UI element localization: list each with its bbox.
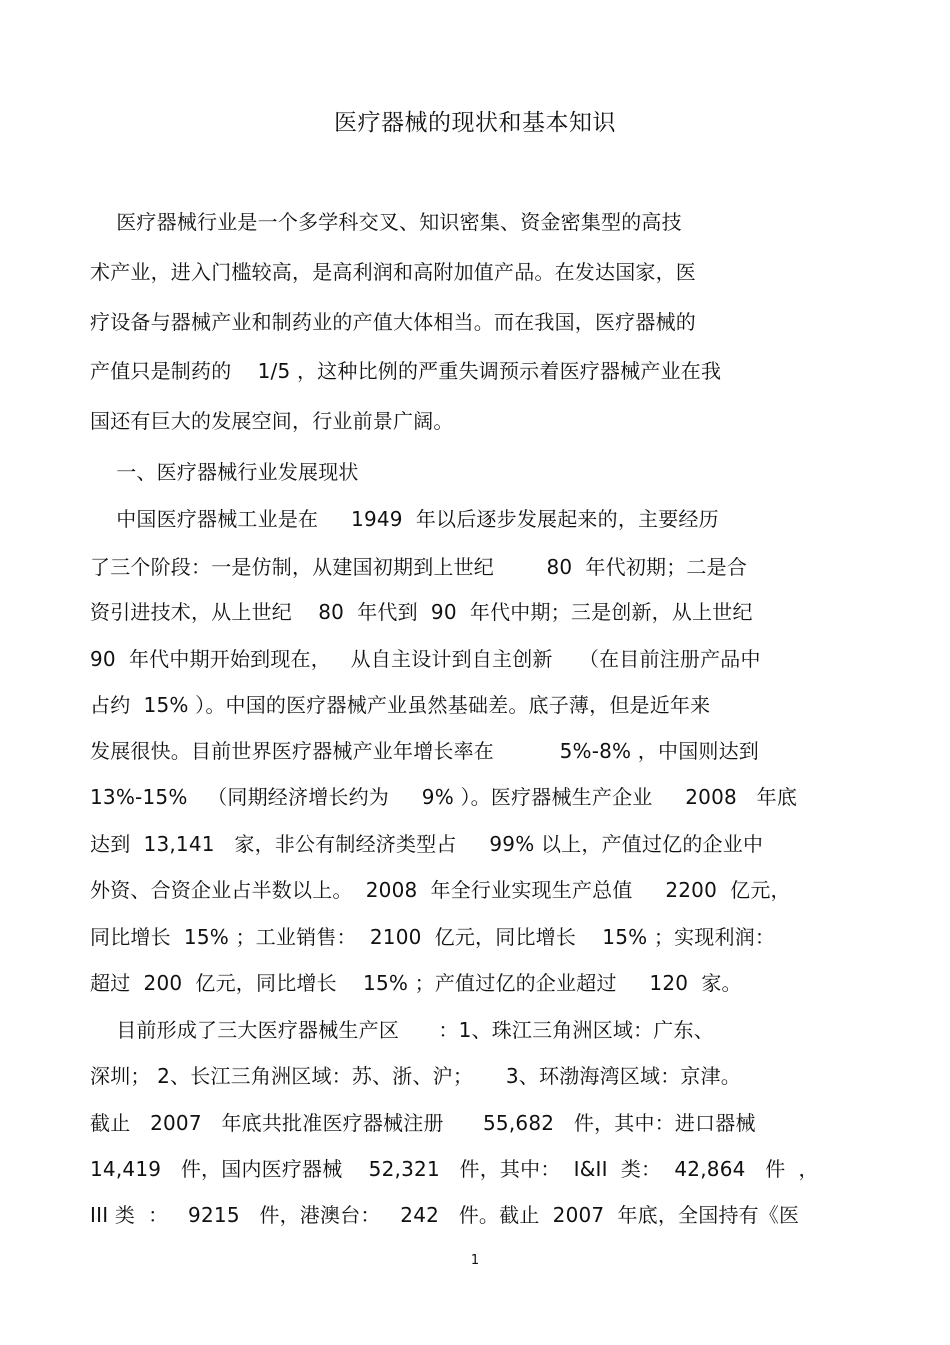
text-line: 14,419 件，国内医疗器械 52,321 件，其中： I&II 类： 42,864 件 ， (90, 1157, 819, 1181)
text-line: 截止 2007 年底共批准医疗器械注册 55,682 件，其中：进口器械 (90, 1111, 756, 1135)
text-line: 深圳； 2、长江三角洲区域：苏、浙、沪； 3、环渤海湾区域：京津。 (90, 1064, 741, 1088)
text-line: 达到 13,141 家，非公有制经济类型占 99% 以上，产值过亿的企业中 (90, 832, 764, 856)
text-line: 超过 200 亿元，同比增长 15% ；产值过亿的企业超过 120 家。 (90, 971, 742, 995)
text-line: 目前形成了三大医疗器械生产区 ：1、珠江三角洲区域：广东、 (90, 1018, 714, 1042)
text-line: 外资、合资企业占半数以上。 2008 年全行业实现生产总值 2200 亿元， (90, 878, 791, 902)
text-line: 术产业，进入门槛较高，是高利润和高附加值产品。在发达国家，医 (90, 260, 696, 284)
text-line: 疗设备与器械产业和制药业的产值大体相当。而在我国，医疗器械的 (90, 310, 696, 334)
text-line: 发展很快。目前世界医疗器械产业年增长率在 5%-8% ，中国则达到 (90, 739, 760, 763)
text-line: III 类 ： 9215 件，港澳台： 242 件。截止 2007 年底，全国持有《医 (90, 1203, 800, 1227)
text-line: 90 年代中期开始到现在， 从自主设计到自主创新 （在目前注册产品中 (90, 647, 761, 671)
page-number: 1 (470, 1253, 480, 1268)
document-title: 医疗器械的现状和基本知识 (334, 110, 616, 136)
text-line: 了三个阶段：一是仿制，从建国初期到上世纪 80 年代初期；二是合 (90, 555, 748, 579)
text-line: 占约 15% ）。中国的医疗器械产业虽然基础差。底子薄，但是近年来 (90, 693, 711, 717)
text-line: 产值只是制药的 1/5 ，这种比例的严重失调预示着医疗器械产业在我 (90, 359, 722, 383)
text-line: 医疗器械行业是一个多学科交叉、知识密集、资金密集型的高技 (90, 210, 682, 234)
text-line: 13%-15% （同期经济增长约为 9% ）。医疗器械生产企业 2008 年底 (90, 785, 798, 809)
section-heading: 一、医疗器械行业发展现状 (90, 460, 359, 484)
text-line: 资引进技术，从上世纪 80 年代到 90 年代中期；三是创新，从上世纪 (90, 600, 753, 624)
text-line: 中国医疗器械工业是在 1949 年以后逐步发展起来的，主要经历 (90, 507, 719, 531)
text-line: 国还有巨大的发展空间，行业前景广阔。 (90, 409, 454, 433)
text-line: 同比增长 15% ；工业销售： 2100 亿元，同比增长 15% ；实现利润： (90, 925, 776, 949)
